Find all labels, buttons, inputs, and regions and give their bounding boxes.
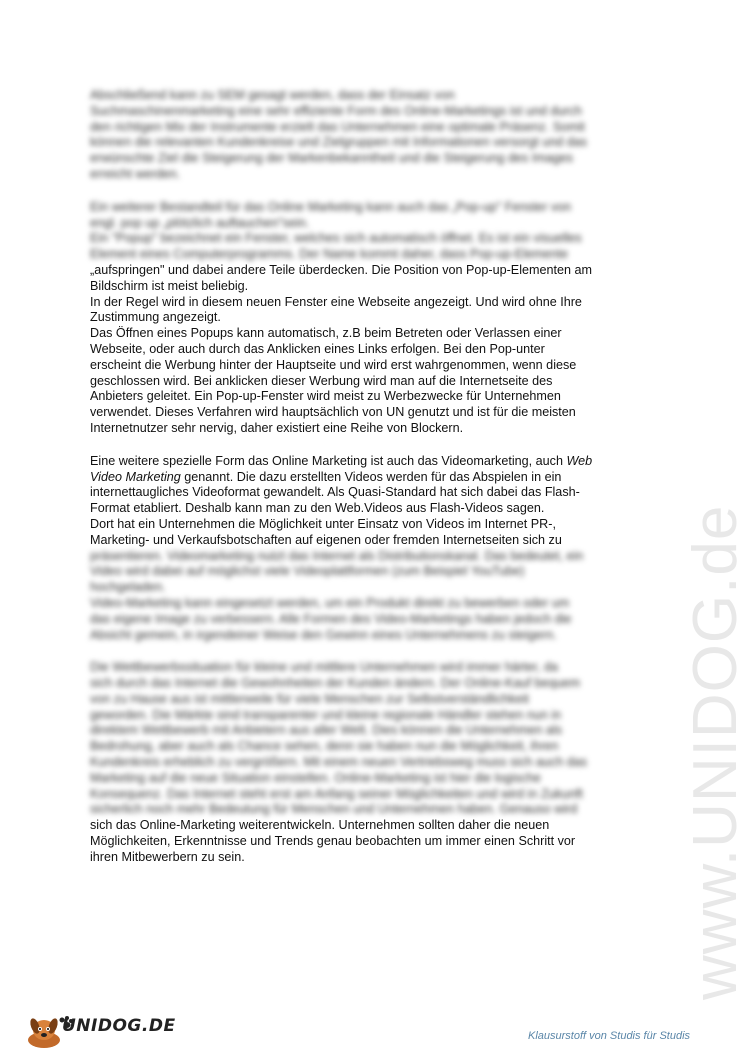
blurred-text-line — [90, 692, 660, 708]
text-line — [90, 326, 660, 342]
blurred-text-line — [90, 771, 660, 787]
text-segment: können die relevanten Kundenkreise und Zielgruppen mit Informationen versorgt und das — [90, 135, 588, 150]
watermark: www.UNIDOG.de — [681, 504, 750, 1000]
blurred-text-line — [90, 564, 660, 580]
logo-text: UNIDOG.DE — [62, 1016, 176, 1036]
text-line — [90, 358, 660, 374]
text-line — [90, 501, 660, 517]
text-line — [90, 470, 660, 486]
text-segment: Format etabliert. Deshalb kann man zu den Web.Videos aus Flash-Videos sagen. — [90, 501, 545, 516]
text-line — [90, 279, 660, 295]
text-segment: Kundenkreis erheblich zu vergrößern. Mit einem neuen Vertriebsweg muss sich auch das — [90, 755, 588, 770]
text-segment: geworden. Die Märkte sind transparenter und kleine regionale Händler stehen nun in — [90, 707, 562, 722]
text-segment: engl. pop up „plötzlich auftauchen"sein. — [90, 215, 310, 230]
text-line — [90, 342, 660, 358]
text-segment: Bildschirm ist meist beliebig. — [90, 278, 249, 293]
text-line — [90, 834, 660, 850]
text-line — [90, 533, 660, 549]
blurred-text-line — [90, 231, 660, 247]
text-segment: internettaugliches Videoformat gewandelt. Als Quasi-Standard hat sich dabei das Flash- — [90, 485, 580, 500]
blurred-text-line — [90, 200, 660, 216]
text-segment: das eigene Image zu verbessern. Alle Formen des Video-Marketings haben jedoch die — [90, 611, 572, 626]
paragraph — [90, 660, 660, 865]
blurred-text-line — [90, 167, 660, 183]
text-line — [90, 310, 660, 326]
text-segment: Abschließend kann zu SEM gesagt werden, dass der Einsatz von — [90, 88, 455, 102]
paragraph — [90, 88, 660, 183]
text-line — [90, 295, 660, 311]
blurred-text-line — [90, 135, 660, 151]
blurred-text-line — [90, 580, 660, 596]
text-line — [90, 405, 660, 421]
text-line — [90, 485, 660, 501]
text-segment: Anbieters geleitet. Ein Pop-up-Fenster wird meist zu Werbezwecke für Unternehmen — [90, 389, 561, 404]
text-segment: Marketing- und Verkaufsbotschaften auf eigenen oder fremden Internetseiten sich zu — [90, 532, 562, 547]
text-segment: Ein weiterer Bestandteil für das Online Marketing kann auch das „Pop-up" Fenster von — [90, 199, 572, 214]
text-segment: sicherlich noch mehr Bedeutung für Menschen und Unternehmen haben. Genauso wird — [90, 802, 578, 817]
paragraph — [90, 200, 660, 437]
text-line — [90, 454, 660, 470]
text-segment: Suchmaschinenmarketing eine sehr effiziente Form des Online-Marketings ist und durch — [90, 103, 582, 118]
text-segment: Bedrohung, aber auch als Chance sehen, denn sie haben nun die Möglichkeit, ihren — [90, 739, 559, 754]
text-segment: genannt. Die dazu erstellten Videos werden für das Abspielen in ein — [180, 469, 562, 484]
blurred-text-line — [90, 151, 660, 167]
blurred-text-line — [90, 596, 660, 612]
blurred-text-line — [90, 612, 660, 628]
text-line — [90, 421, 660, 437]
text-segment: Video wird dabei auf möglichst viele Videoplattformen (zum Beispiel YouTube) — [90, 564, 525, 579]
text-segment: Ein "Popup" bezeichnet ein Fenster, welches sich automatisch öffnet. Es ist ein visuelles — [90, 231, 582, 246]
text-segment: Webseite, oder auch durch das Anklicken eines Links erfolgen. Bei den Pop-unter — [90, 341, 545, 356]
blurred-text-line — [90, 708, 660, 724]
blurred-text-line — [90, 247, 660, 263]
blurred-text-line — [90, 676, 660, 692]
text-segment: ihren Mitbewerbern zu sein. — [90, 849, 245, 864]
paragraph — [90, 454, 660, 644]
text-segment: geschlossen wird. Bei anklicken dieser Werbung wird man auf die Internetseite des — [90, 373, 553, 388]
text-line — [90, 850, 660, 866]
text-segment: präsentieren. Videomarketing nutzt das Internet als Distributionskanal. Das bedeutet, ein — [90, 548, 584, 563]
text-segment: Element eines Computerprogramms. Der Name kommt daher, dass Pop-up-Elemente — [90, 247, 569, 262]
text-line — [90, 263, 660, 279]
text-segment: Dort hat ein Unternehmen die Möglichkeit unter Einsatz von Videos im Internet PR-, — [90, 516, 556, 531]
blurred-text-line — [90, 802, 660, 818]
footer-tagline: Klausurstoff von Studis für Studis — [528, 1030, 691, 1042]
text-segment: Marketing auf die neue Situation einstellen. Online-Marketing ist hier die logische — [90, 770, 541, 785]
blurred-text-line — [90, 723, 660, 739]
text-segment: „aufspringen" und dabei andere Teile überdecken. Die Position von Pop-up-Elementen am — [90, 262, 593, 277]
blurred-text-line — [90, 628, 660, 644]
text-segment: Konsequenz. Das Internet steht erst am Anfang seiner Möglichkeiten und wird in Zukunft — [90, 786, 583, 801]
text-segment: Zustimmung angezeigt. — [90, 310, 221, 325]
text-segment: hochgeladen. — [90, 580, 166, 595]
text-segment: den richtigen Mix der Instrumente erzielt das Unternehmen eine optimale Präsenz. Somit — [90, 119, 585, 134]
text-segment: Internetnutzer sehr nervig, daher existiert eine Reihe von Blockern. — [90, 420, 464, 435]
text-line — [90, 818, 660, 834]
blurred-text-line — [90, 88, 660, 104]
text-line — [90, 374, 660, 390]
blurred-text-line — [90, 549, 660, 565]
blurred-text-line — [90, 216, 660, 232]
text-segment: erwünschte Ziel die Steigerung der Markenbekanntheit und die Steigerung des Images — [90, 151, 574, 166]
italic-text: Video Marketing — [90, 469, 181, 484]
blurred-text-line — [90, 104, 660, 120]
text-segment: Absicht gemein, in irgendeiner Weise den Gewinn eines Unternehmens zu steigern. — [90, 627, 557, 642]
text-segment: Die Wettbewerbssituation für kleine und mittlere Unternehmen wird immer härter, da — [90, 660, 559, 675]
text-segment: In der Regel wird in diesem neuen Fenster eine Webseite angezeigt. Und wird ohne Ihre — [90, 294, 582, 309]
blurred-text-line — [90, 787, 660, 803]
blurred-text-line — [90, 120, 660, 136]
text-line — [90, 517, 660, 533]
text-line — [90, 389, 660, 405]
text-segment: erscheint die Werbung hinter der Hauptseite und wird erst wahrgenommen, wenn diese — [90, 357, 577, 372]
blurred-text-line — [90, 739, 660, 755]
blurred-text-line — [90, 660, 660, 676]
text-segment: von zu Hause aus ist mittlerweile für viele Menschen zur Selbstverständlichkeit — [90, 691, 529, 706]
text-segment: direktem Wettbewerb mit Anbietern aus aller Welt. Dies können die Unternehmen als — [90, 723, 563, 738]
text-segment: sich das Online-Marketing weiterentwickeln. Unternehmen sollten daher die neuen — [90, 818, 550, 833]
italic-text: Web — [566, 453, 593, 468]
text-segment: sich durch das Internet die Gewohnheiten der Kunden ändern. Der Online-Kauf bequem — [90, 676, 581, 691]
text-segment: verwendet. Dieses Verfahren wird hauptsächlich von UN genutzt und ist für die meisten — [90, 405, 576, 420]
blurred-text-line — [90, 755, 660, 771]
text-segment: Video-Marketing kann eingesetzt werden, um ein Produkt direkt zu bewerben oder um — [90, 595, 570, 610]
text-segment: erreicht werden. — [90, 166, 181, 181]
text-segment: Möglichkeiten, Erkenntnisse und Trends genau beobachten um immer einen Schritt vor — [90, 834, 576, 849]
text-segment: Eine weitere spezielle Form das Online Marketing ist auch das Videomarketing, auch — [90, 453, 567, 468]
text-segment: Das Öffnen eines Popups kann automatisch, z.B beim Betreten oder Verlassen einer — [90, 326, 562, 341]
document-body — [90, 88, 660, 883]
